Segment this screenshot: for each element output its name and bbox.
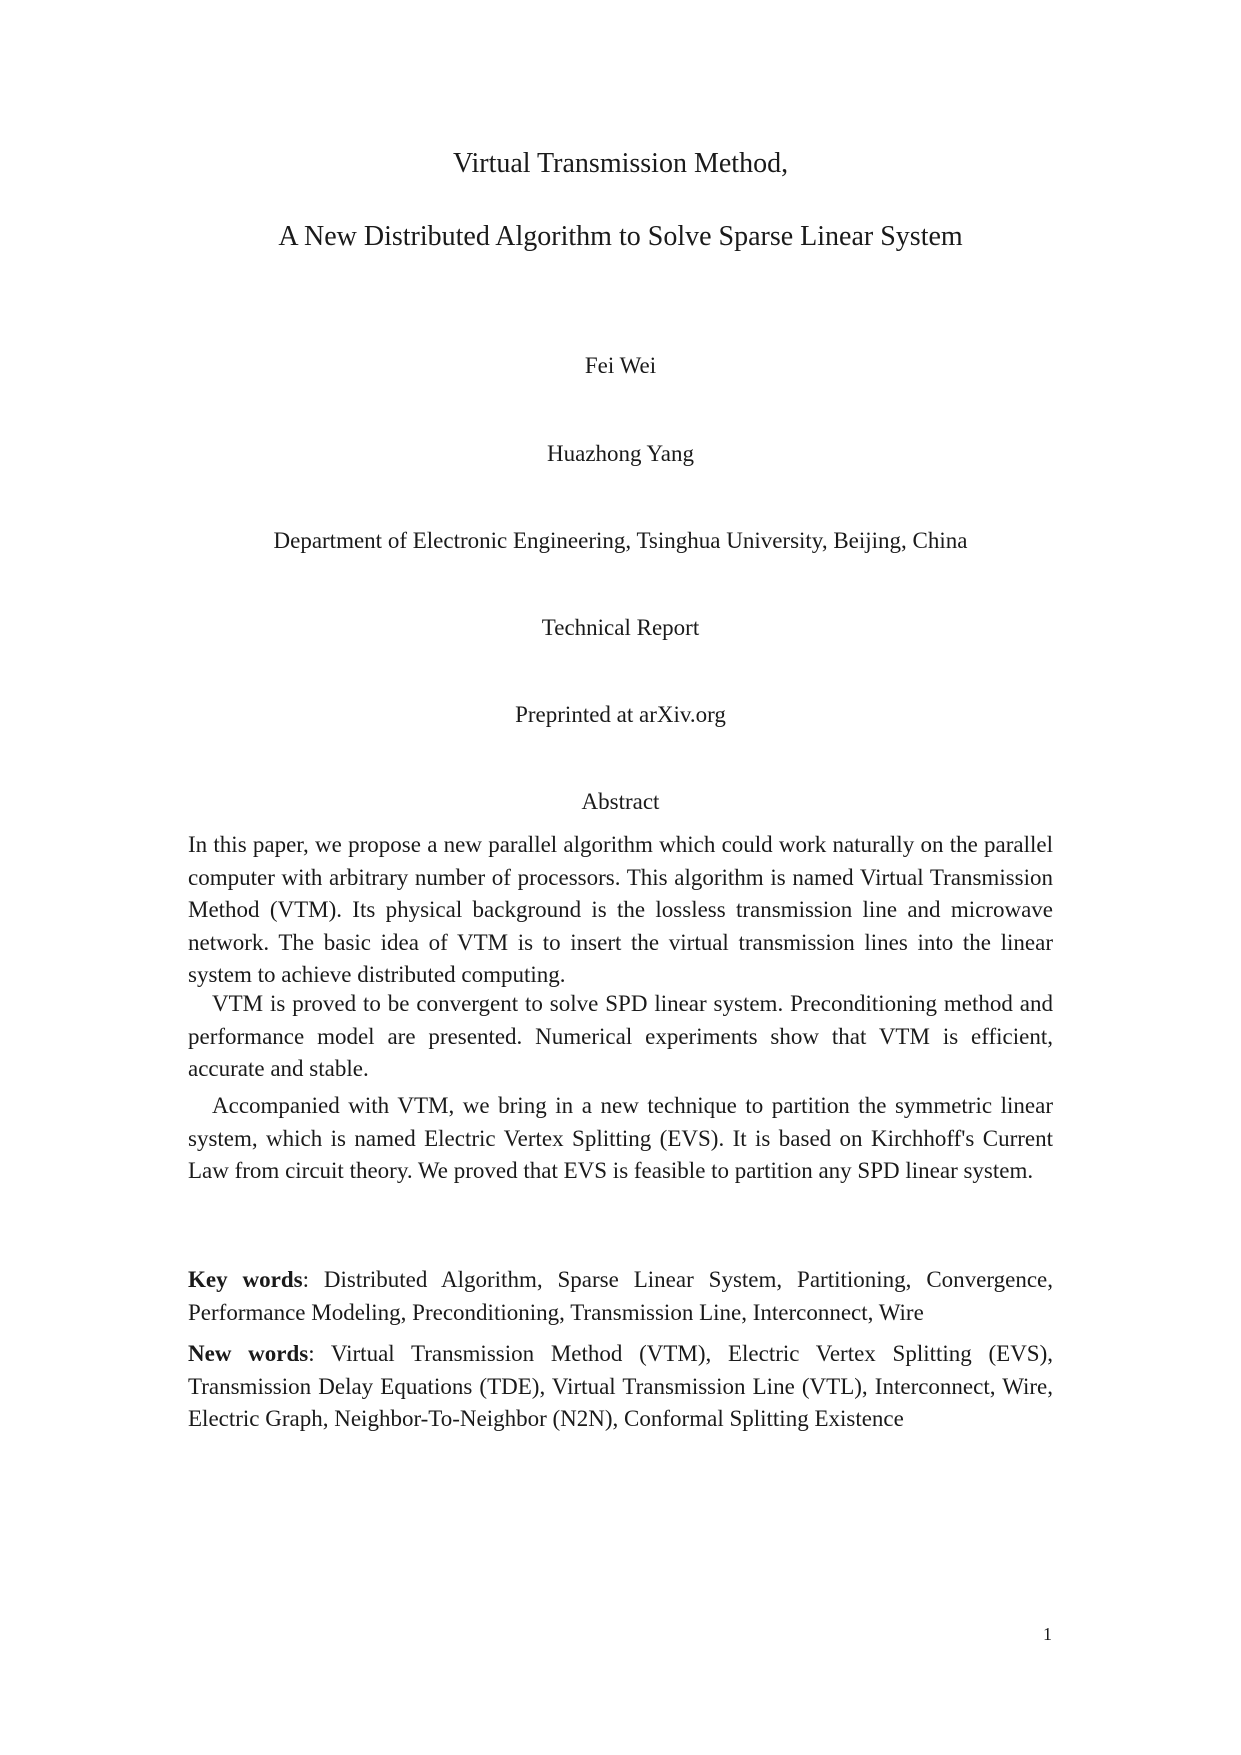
abstract-paragraph-2: VTM is proved to be convergent to solve SPD linear system. Preconditioning method and performance model are presented. Numerical experiments show that VTM is efficient, accurate and stable. — [188, 991, 1053, 1081]
new-words-label: New words — [188, 1341, 309, 1366]
author-1: Fei Wei — [584, 353, 657, 378]
new-words — [188, 1338, 1053, 1436]
report-type: Technical Report — [541, 615, 700, 640]
affiliation: Department of Electronic Engineering, Tsinghua University, Beijing, China — [273, 528, 968, 553]
key-words — [188, 1264, 1053, 1329]
title-line-1: Virtual Transmission Method, — [452, 148, 789, 179]
abstract-paragraph-1: In this paper, we propose a new parallel algorithm which could work naturally on the parallel computer with arbitrary number of processors. This algorithm is named Virtual Transmission Method (VTM). Its physical background is the lossless transmission line and microwave network. The basic idea of VTM is to insert the virtual transmission lines into the linear system to achieve distributed computing. — [188, 832, 1053, 987]
key-words-label: Key words — [188, 1267, 303, 1292]
author-2: Huazhong Yang — [547, 441, 694, 466]
preprint-note: Preprinted at arXiv.org — [515, 702, 726, 727]
page-number: 1 — [1043, 1624, 1052, 1644]
abstract-heading: Abstract — [581, 789, 660, 814]
new-words-text: : Virtual Transmission Method (VTM), Electric Vertex Splitting (EVS), Transmission Delay Equations (TDE), Virtual Transmission Line (VTL), Interconnect, Wire, Electric Graph, Neighbor-To-Neighbor (N2N), Conformal Splitting Existence — [188, 1341, 1054, 1431]
key-words-text: : Distributed Algorithm, Sparse Linear System, Partitioning, Convergence, Performance Modeling, Preconditioning, Transmission Line, Interconnect, Wire — [188, 1267, 1053, 1325]
title-line-2: A New Distributed Algorithm to Solve Sparse Linear System — [278, 221, 963, 252]
abstract-paragraph-3: Accompanied with VTM, we bring in a new technique to partition the symmetric linear system, which is named Electric Vertex Splitting (EVS). It is based on Kirchhoff's Current Law from circuit theory. We proved that EVS is feasible to partition any SPD linear system. — [188, 1093, 1053, 1183]
